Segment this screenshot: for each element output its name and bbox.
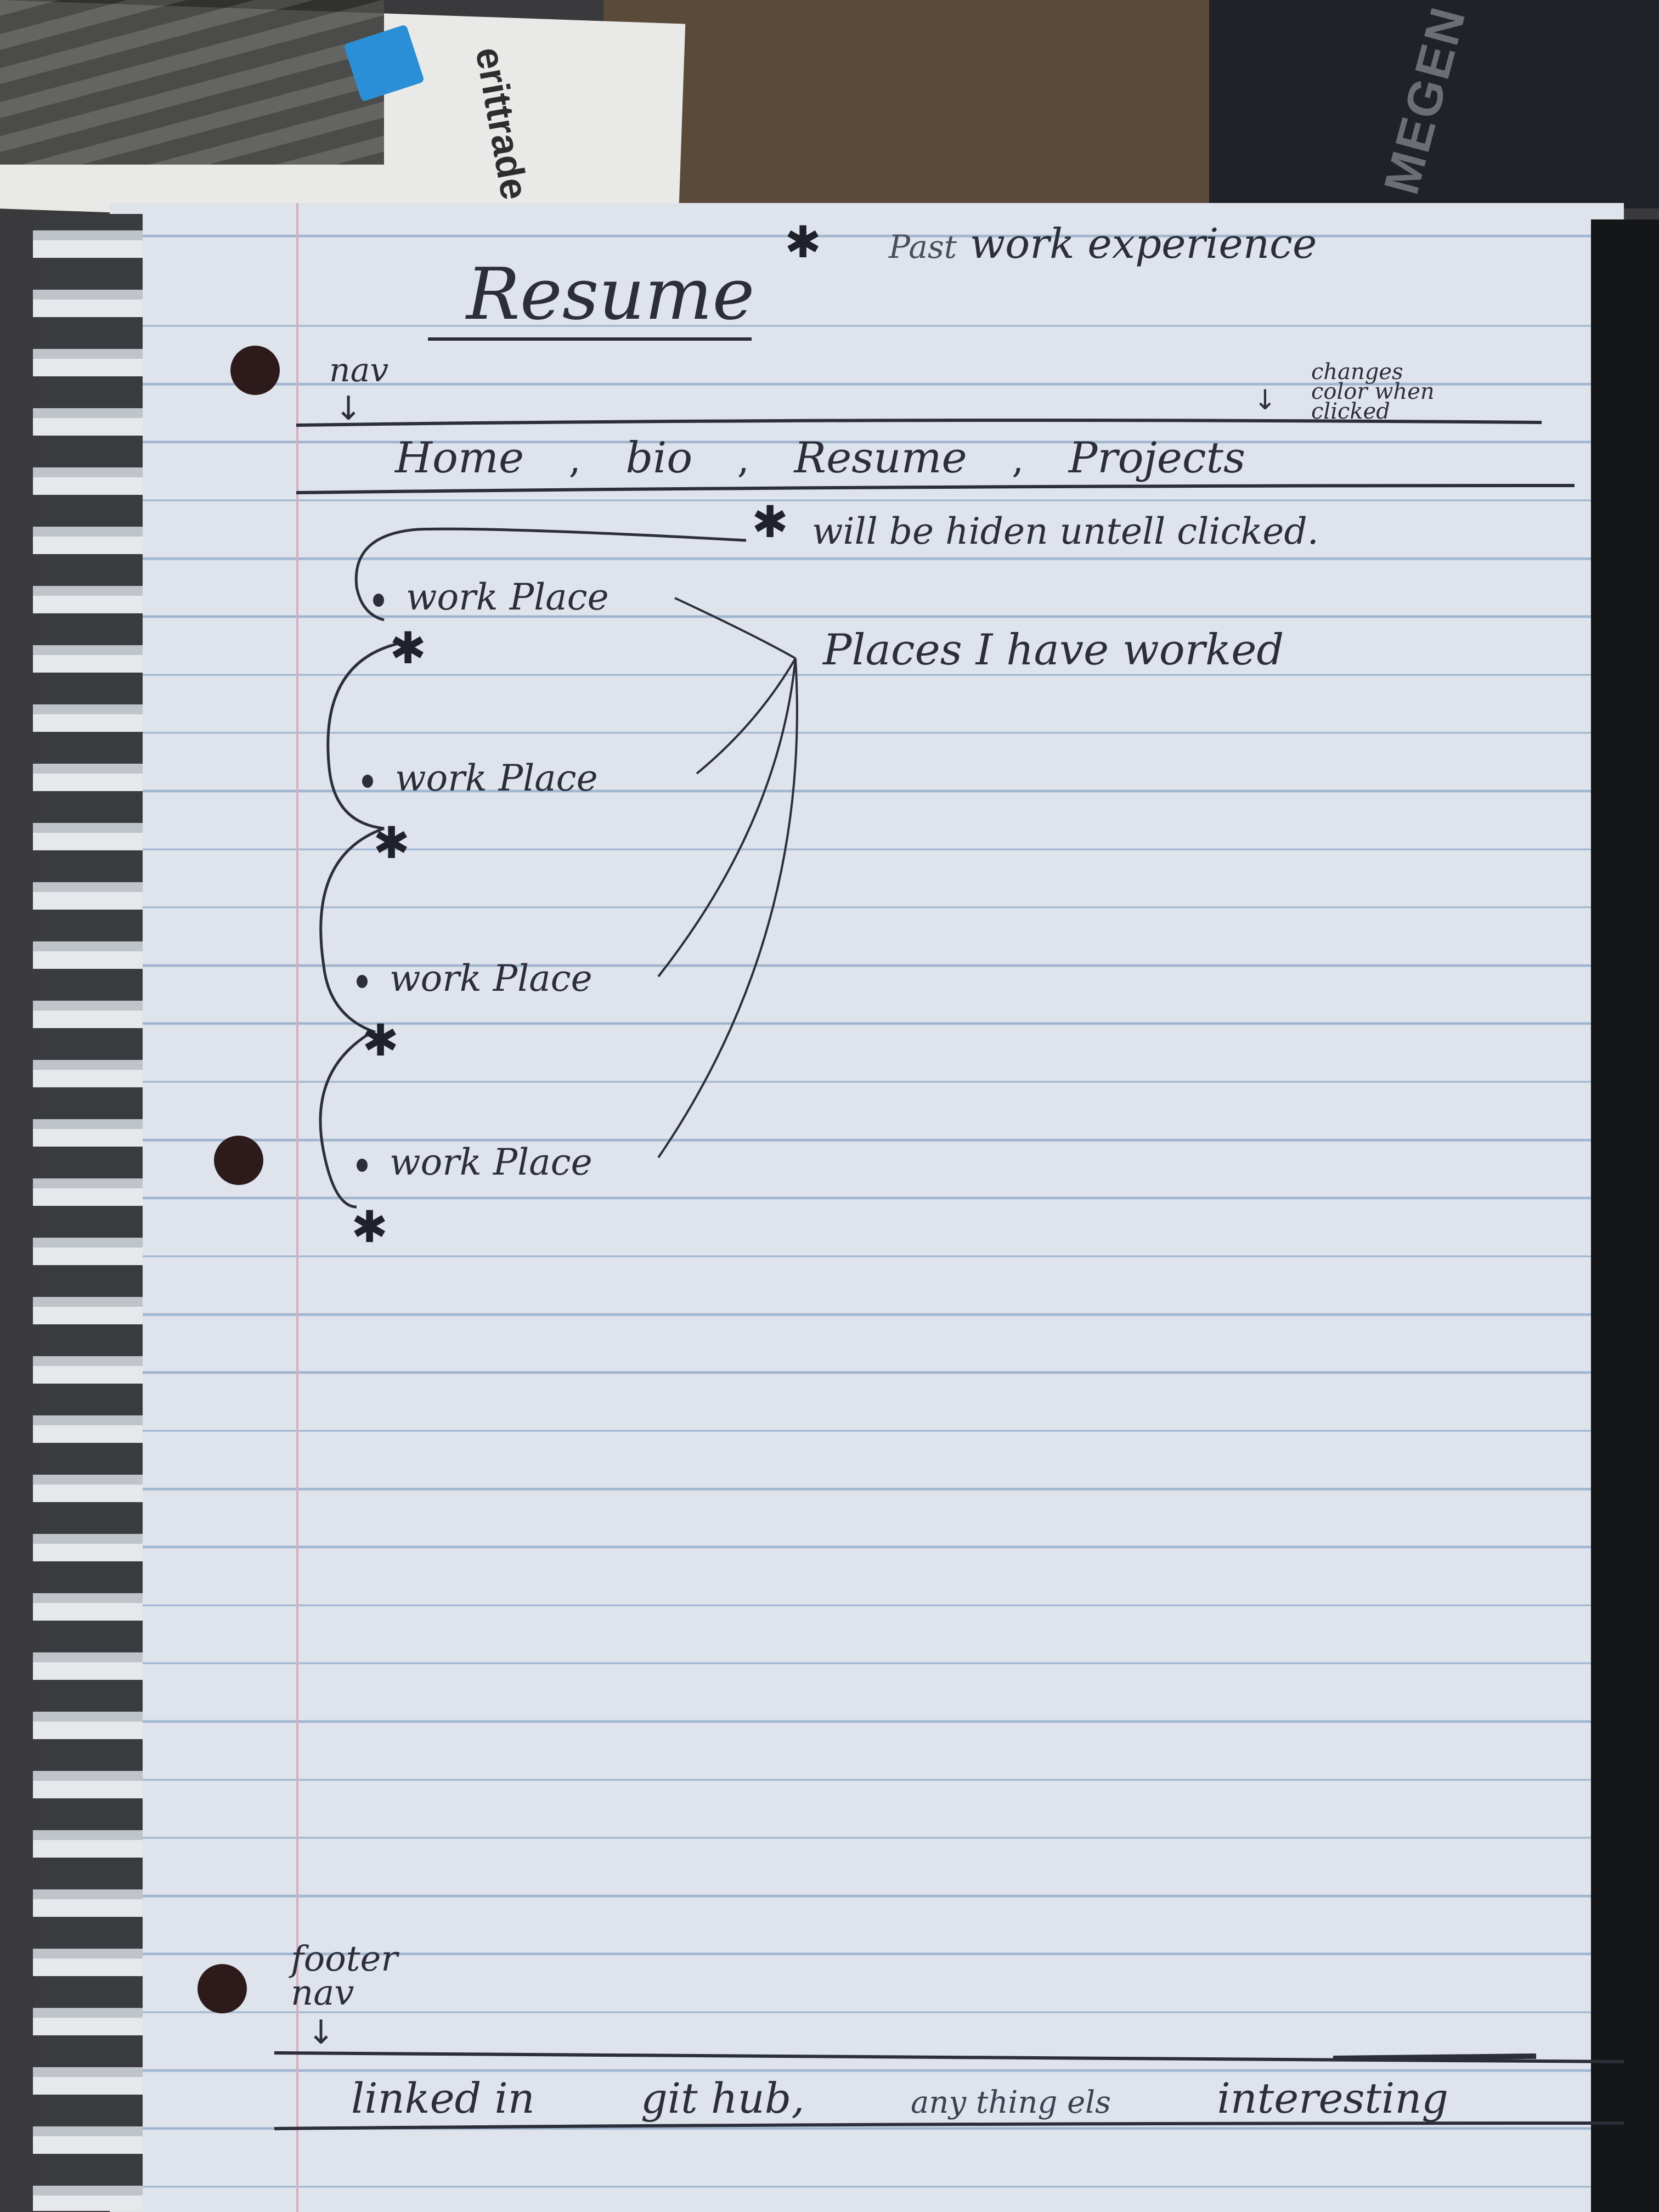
arrow-down-icon: ↓ <box>307 2013 335 2052</box>
work-place-label: work Place <box>395 757 598 799</box>
work-place-label: work Place <box>390 1141 592 1183</box>
asterisk-icon: ✱ <box>390 623 427 674</box>
work-place-label: work Place <box>390 957 592 1000</box>
asterisk-icon: ✱ <box>362 1015 399 1066</box>
page-edge-shadow <box>1591 219 1659 2212</box>
work-place-item[interactable] <box>357 1141 592 1183</box>
hidden-note: will be hiden untell clicked. <box>812 510 1319 552</box>
nav-label: nav <box>329 351 389 390</box>
punch-hole <box>214 1136 263 1185</box>
asterisk-icon: ✱ <box>351 1201 388 1252</box>
nav-separator: , <box>568 437 581 482</box>
bullet-icon <box>357 975 368 988</box>
places-note: Places I have worked <box>823 625 1284 675</box>
punch-hole <box>198 1964 247 2013</box>
color-change-note: changes color when clicked <box>1311 359 1435 424</box>
notebook-page <box>110 203 1624 2212</box>
footer-link-linkedin[interactable]: linked in <box>351 2074 535 2123</box>
desk-book-text: MEGEN <box>1374 0 1477 200</box>
footer-link-github[interactable]: git hub, <box>641 2074 805 2123</box>
title-underline <box>428 337 752 341</box>
page-margin-line <box>296 203 298 2212</box>
asterisk-icon: ✱ <box>752 496 789 548</box>
desk-brand-text: erittrade <box>467 44 537 203</box>
arrow-down-icon: ↓ <box>1254 384 1277 416</box>
work-place-item[interactable] <box>362 757 598 799</box>
top-note-past: Past <box>889 228 957 266</box>
asterisk-icon: ✱ <box>373 817 410 868</box>
bullet-icon <box>373 594 384 607</box>
nav-item-resume[interactable]: Resume <box>794 433 967 483</box>
nav-bar <box>395 433 1245 483</box>
work-place-item[interactable] <box>357 957 592 1000</box>
punch-hole <box>230 346 280 395</box>
nav-item-home[interactable]: Home <box>395 433 524 483</box>
top-note-text: work experience <box>969 219 1317 268</box>
nav-separator: , <box>1012 437 1024 482</box>
page-title: Resume <box>466 252 755 336</box>
footer-link-other[interactable]: any thing els <box>911 2085 1111 2120</box>
work-place-item[interactable] <box>373 576 609 618</box>
footer-bar <box>351 2074 1448 2123</box>
footer-link-interesting[interactable]: interesting <box>1217 2074 1448 2123</box>
asterisk-icon: ✱ <box>785 217 822 268</box>
work-place-label: work Place <box>406 576 609 618</box>
nav-item-projects[interactable]: Projects <box>1068 433 1245 483</box>
bullet-icon <box>362 775 373 788</box>
desk-surface <box>603 0 1262 203</box>
spiral-binding <box>33 214 143 2211</box>
footer-nav-label: footer nav <box>291 1939 398 2013</box>
bullet-icon <box>357 1159 368 1172</box>
arrow-down-icon: ↓ <box>335 390 363 428</box>
desk-pens <box>0 0 384 165</box>
nav-separator: , <box>737 437 749 482</box>
top-note <box>889 219 1317 268</box>
nav-item-bio[interactable]: bio <box>625 433 693 483</box>
